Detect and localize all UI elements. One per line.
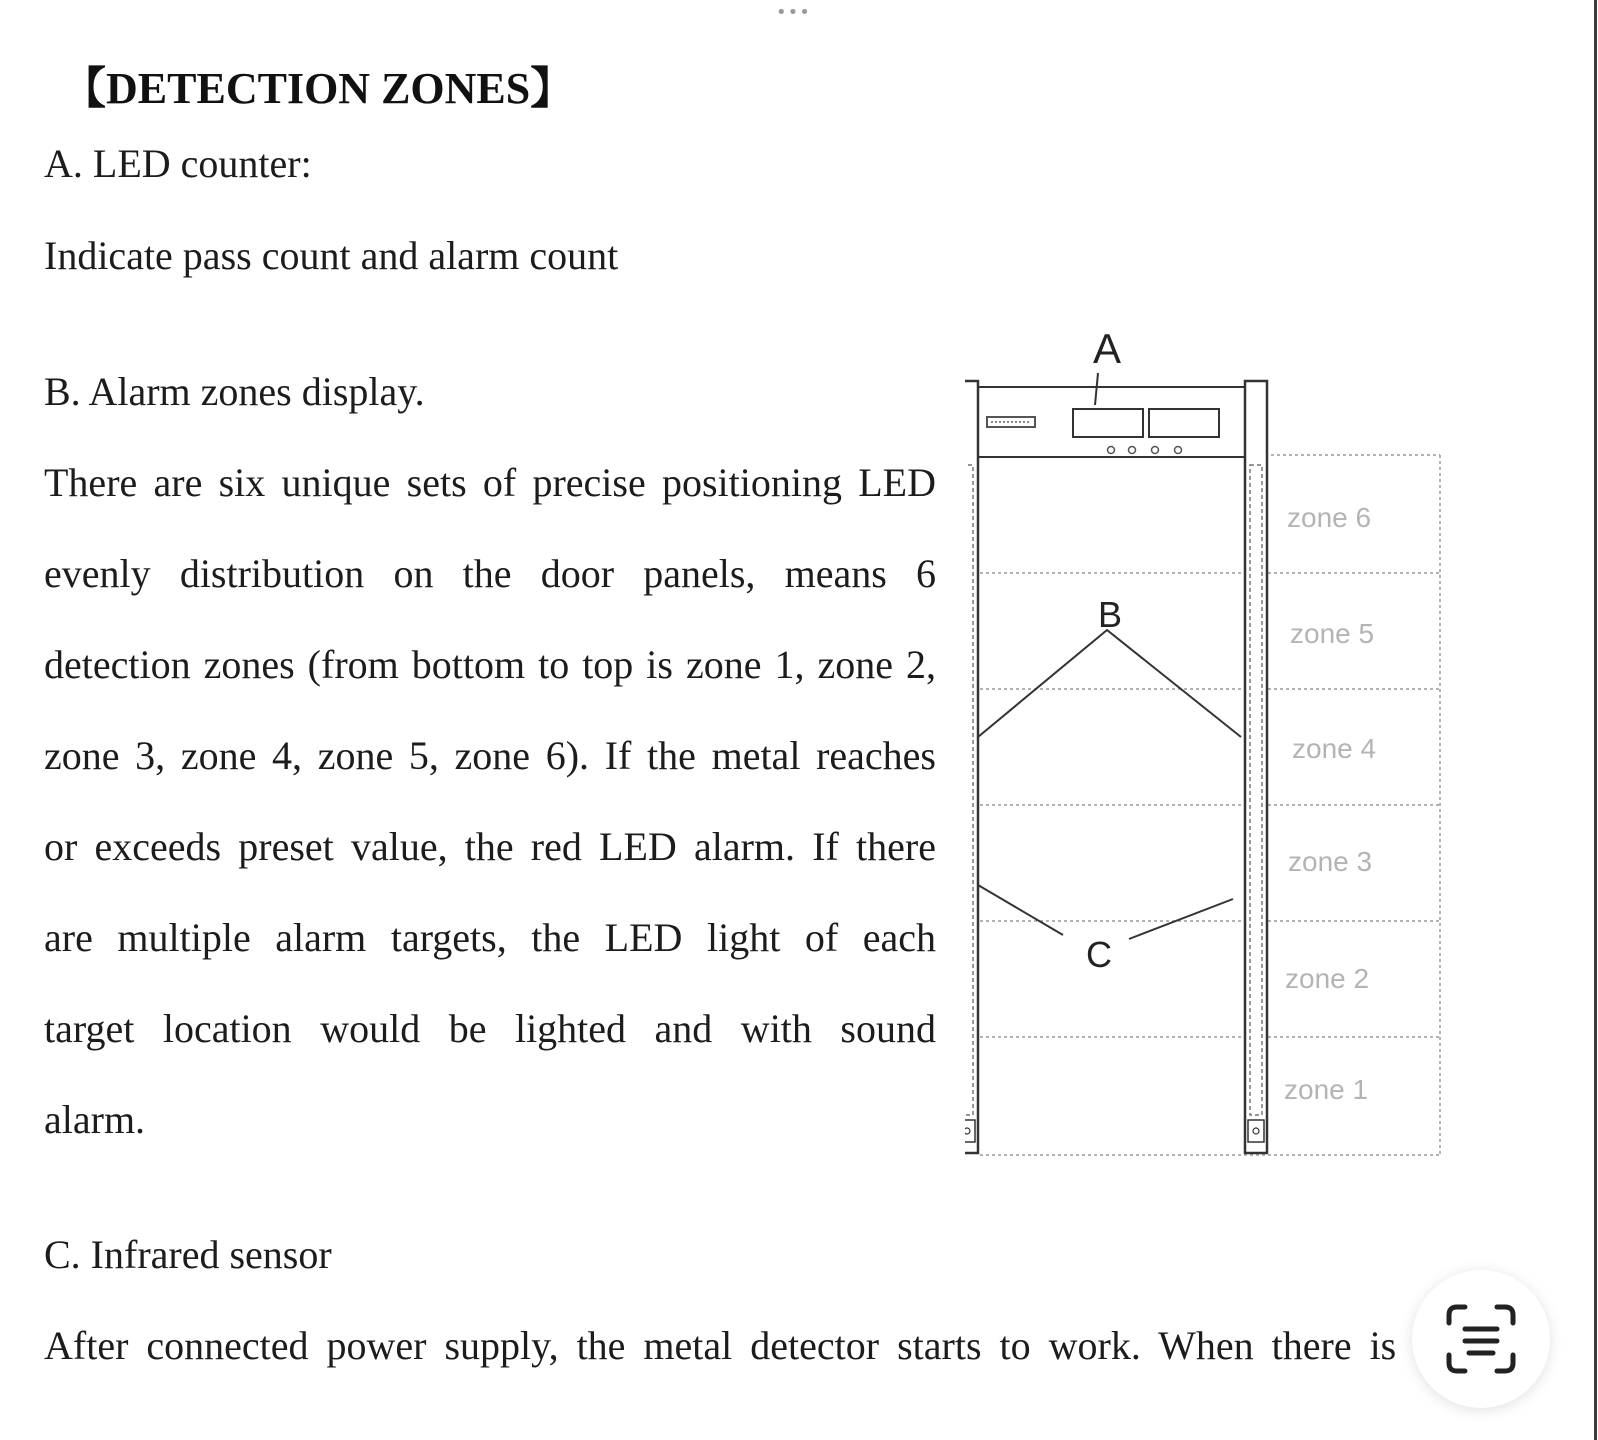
- section-a-body: Indicate pass count and alarm count: [44, 233, 619, 278]
- section-c-title: C. Infrared sensor: [44, 1232, 332, 1277]
- section-a-title: A. LED counter:: [44, 141, 312, 186]
- page-edge: [1594, 0, 1597, 1440]
- section-b-line-2: evenly distribution on the door panels, means 6: [44, 551, 936, 596]
- leader-lines-b: [978, 630, 1241, 737]
- section-b-line-5: or exceeds preset value, the red LED alarm. If there: [44, 824, 936, 869]
- section-b-title: B. Alarm zones display.: [44, 369, 425, 414]
- label-c: C: [1086, 934, 1112, 975]
- section-b-line-1: There are six unique sets of precise positioning LED: [44, 460, 936, 505]
- label-b: B: [1097, 594, 1123, 635]
- text-scan-icon: [1441, 1299, 1521, 1379]
- top-beam: [970, 387, 1265, 457]
- left-door-panel: [965, 381, 978, 1153]
- drag-handle[interactable]: •••: [776, 2, 811, 23]
- section-b-line-6: are multiple alarm targets, the LED light of each: [44, 915, 936, 960]
- section-b-line-3: detection zones (from bottom to top is zone 1, zone 2,: [44, 642, 936, 687]
- section-b-line-7: target location would be lighted and with sound: [44, 1006, 936, 1051]
- zone-grid: [980, 455, 1440, 1155]
- leader-line-c-right: [1129, 899, 1233, 939]
- zone-1-label: zone 1: [1284, 1074, 1369, 1105]
- zone-5-label: zone 5: [1290, 618, 1375, 649]
- label-a: A: [1092, 325, 1122, 372]
- section-c-body: After connected power supply, the metal detector starts to work. When there is: [44, 1323, 1397, 1368]
- detector-diagram: [965, 325, 1485, 1185]
- zone-6-label: zone 6: [1287, 502, 1372, 533]
- section-b-line-4: zone 3, zone 4, zone 5, zone 6). If the metal reaches: [44, 733, 936, 778]
- zone-3-label: zone 3: [1288, 846, 1373, 877]
- zone-2-label: zone 2: [1285, 963, 1370, 994]
- section-b-line-8: alarm.: [44, 1097, 146, 1142]
- zone-4-label: zone 4: [1292, 733, 1377, 764]
- right-door-panel: [1245, 381, 1267, 1153]
- page-title: 【DETECTION ZONES】: [62, 64, 575, 113]
- leader-line-c-left: [978, 885, 1063, 935]
- scan-text-button[interactable]: [1412, 1270, 1550, 1408]
